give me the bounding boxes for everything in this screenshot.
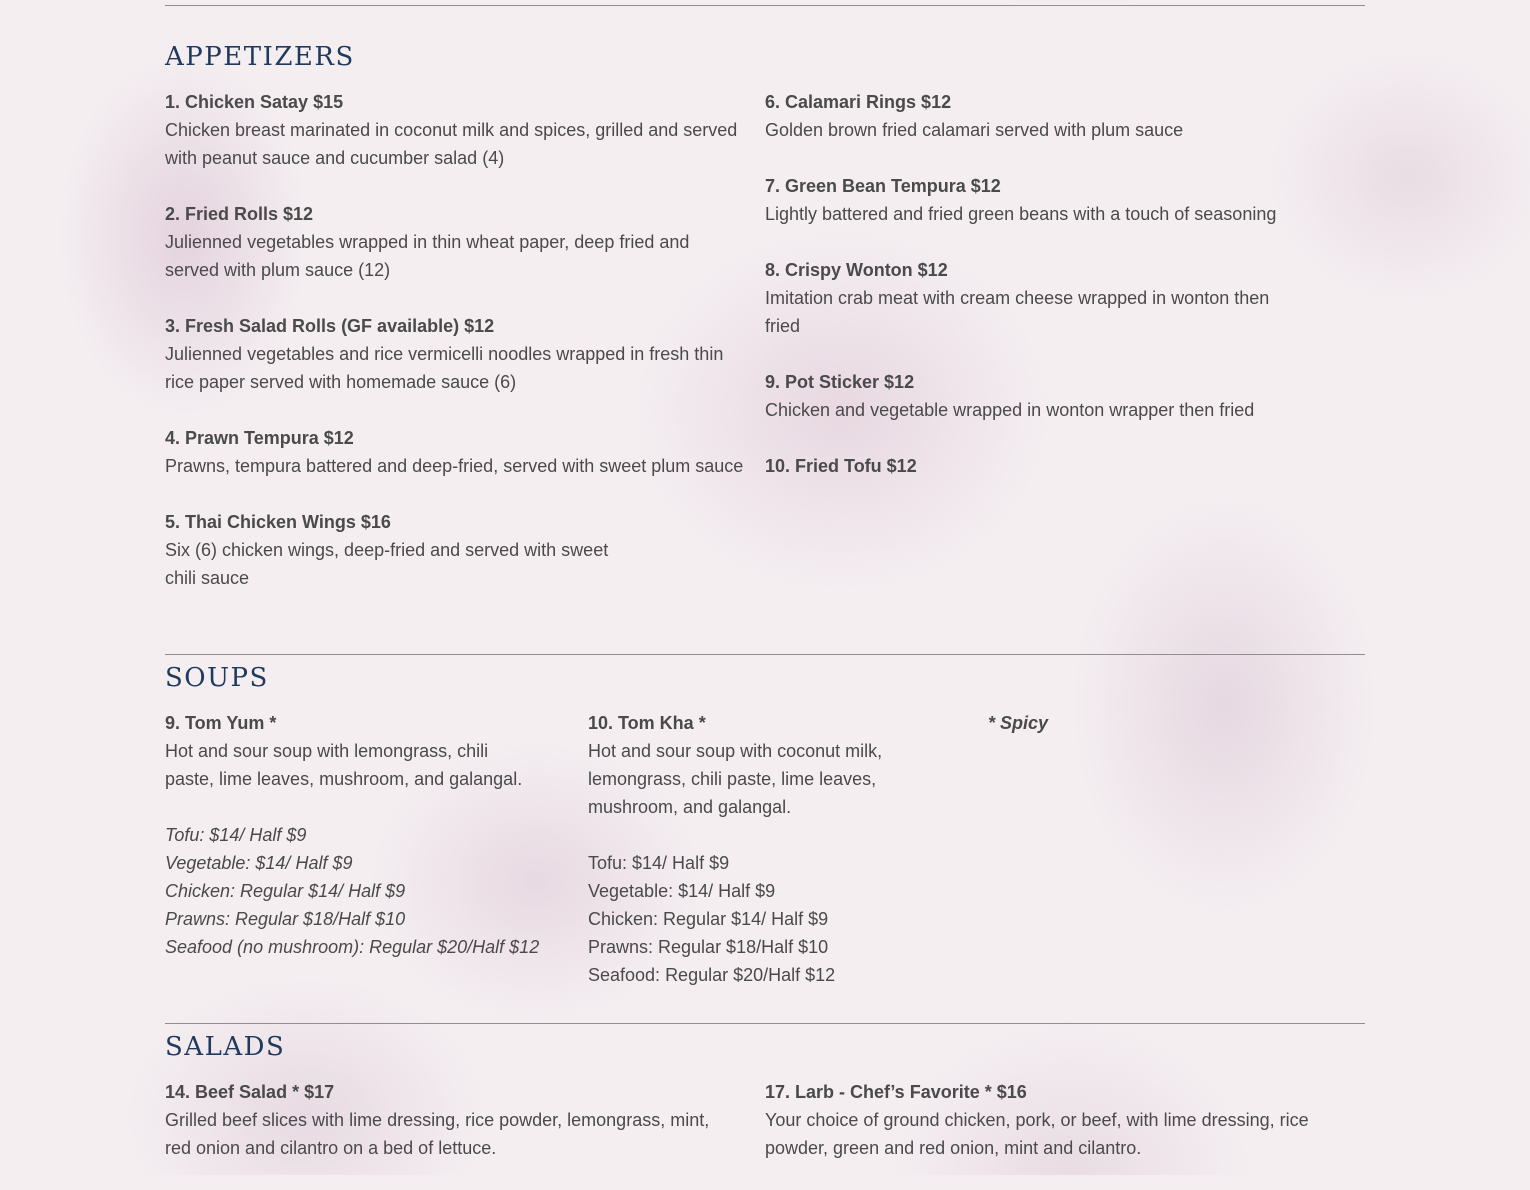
menu-item-description: Julienned vegetables and rice vermicelli noodles wrapped in fresh thin rice paper served with homemade sauce (6) — [165, 344, 724, 392]
appetizers-heading: APPETIZERS — [165, 42, 355, 72]
divider-top — [165, 5, 1365, 6]
price-line: Prawns: Regular $18/Half $10 — [588, 937, 829, 957]
menu-item-description: Imitation crab meat with cream cheese wrapped in wonton then fried — [765, 288, 1270, 336]
soups-section — [165, 654, 1365, 989]
menu-item-description: Hot and sour soup with lemongrass, chili paste, lime leaves, mushroom, and galangal. — [165, 741, 523, 789]
menu-item — [765, 88, 1365, 144]
menu-item-title: 9. Pot Sticker $12 — [765, 372, 915, 392]
menu-item-description: Hot and sour soup with coconut milk, lemongrass, chili paste, lime leaves, mushroom, and galangal. — [588, 741, 883, 817]
menu-item — [165, 312, 765, 396]
appetizers-section — [165, 42, 1365, 620]
menu-item-title: 2. Fried Rolls $12 — [165, 204, 314, 224]
price-line: Seafood: Regular $20/Half $12 — [588, 965, 836, 985]
price-list — [165, 821, 588, 961]
menu-item-description: Julienned vegetables wrapped in thin wheat paper, deep fried and served with plum sauce (12) — [165, 232, 690, 280]
price-line: Chicken: Regular $14/ Half $9 — [165, 881, 406, 901]
menu-item-title: 5. Thai Chicken Wings $16 — [165, 512, 391, 532]
menu-item-title: 9. Tom Yum * — [165, 713, 277, 733]
menu-item-title: 14. Beef Salad * $17 — [165, 1082, 335, 1102]
menu-item-title: 1. Chicken Satay $15 — [165, 92, 344, 112]
menu-item-description: Your choice of ground chicken, pork, or beef, with lime dressing, rice powder, green and red onion, mint and cilantro. — [765, 1110, 1309, 1158]
menu-item — [165, 88, 765, 172]
menu-item-title: 10. Fried Tofu $12 — [765, 456, 917, 476]
price-line: Prawns: Regular $18/Half $10 — [165, 909, 406, 929]
menu-item-title: 3. Fresh Salad Rolls (GF available) $12 — [165, 316, 495, 336]
menu-item-description: Grilled beef slices with lime dressing, rice powder, lemongrass, mint, red onion and cilantro on a bed of lettuce. — [165, 1110, 710, 1158]
menu-item-description: Prawns, tempura battered and deep-fried, served with sweet plum sauce — [165, 456, 744, 476]
spicy-note: * Spicy — [988, 713, 1049, 733]
price-list — [588, 849, 988, 989]
salads-right-column — [765, 1078, 1365, 1190]
menu-item-title: 4. Prawn Tempura $12 — [165, 428, 354, 448]
menu-item — [765, 368, 1365, 424]
menu-item — [165, 1078, 765, 1162]
soups-note-column — [988, 709, 1365, 989]
menu-item — [165, 200, 765, 284]
salads-section — [165, 1023, 1365, 1190]
menu-item — [765, 1078, 1365, 1162]
menu-item-title: 6. Calamari Rings $12 — [765, 92, 952, 112]
soups-heading: SOUPS — [165, 663, 269, 693]
menu-item — [765, 172, 1365, 228]
price-line: Tofu: $14/ Half $9 — [165, 825, 307, 845]
menu-item-title: 8. Crispy Wonton $12 — [765, 260, 948, 280]
salads-heading: SALADS — [165, 1032, 286, 1062]
menu-item-description: Golden brown fried calamari served with plum sauce — [765, 120, 1184, 140]
menu-item — [165, 508, 765, 592]
appetizers-columns — [165, 88, 1365, 620]
soup-tom-yum — [165, 709, 588, 989]
menu-item — [765, 452, 1365, 480]
price-line: Vegetable: $14/ Half $9 — [588, 881, 776, 901]
salads-left-column — [165, 1078, 765, 1190]
menu-item-description: Chicken breast marinated in coconut milk and spices, grilled and served with peanut sauce and cucumber salad (4) — [165, 120, 738, 168]
soups-columns — [165, 709, 1365, 989]
divider-salads — [165, 1023, 1365, 1024]
appetizers-right-column — [765, 88, 1365, 620]
menu-item-title: 10. Tom Kha * — [588, 713, 706, 733]
divider-soups — [165, 654, 1365, 655]
menu-item-title: 7. Green Bean Tempura $12 — [765, 176, 1001, 196]
menu-item — [165, 424, 765, 480]
price-line: Tofu: $14/ Half $9 — [588, 853, 730, 873]
menu-item-description: Six (6) chicken wings, deep-fried and served with sweet chili sauce — [165, 540, 609, 588]
menu-item — [765, 256, 1365, 340]
soup-tom-kha — [588, 709, 988, 989]
price-line: Chicken: Regular $14/ Half $9 — [588, 909, 829, 929]
salads-columns — [165, 1078, 1365, 1190]
menu-item-description: Lightly battered and fried green beans with a touch of seasoning — [765, 204, 1277, 224]
menu-item-description: Chicken and vegetable wrapped in wonton wrapper then fried — [765, 400, 1255, 420]
menu-item-title: 17. Larb - Chef’s Favorite * $16 — [765, 1082, 1027, 1102]
price-line: Vegetable: $14/ Half $9 — [165, 853, 353, 873]
appetizers-left-column — [165, 88, 765, 620]
price-line: Seafood (no mushroom): Regular $20/Half $12 — [165, 937, 540, 957]
